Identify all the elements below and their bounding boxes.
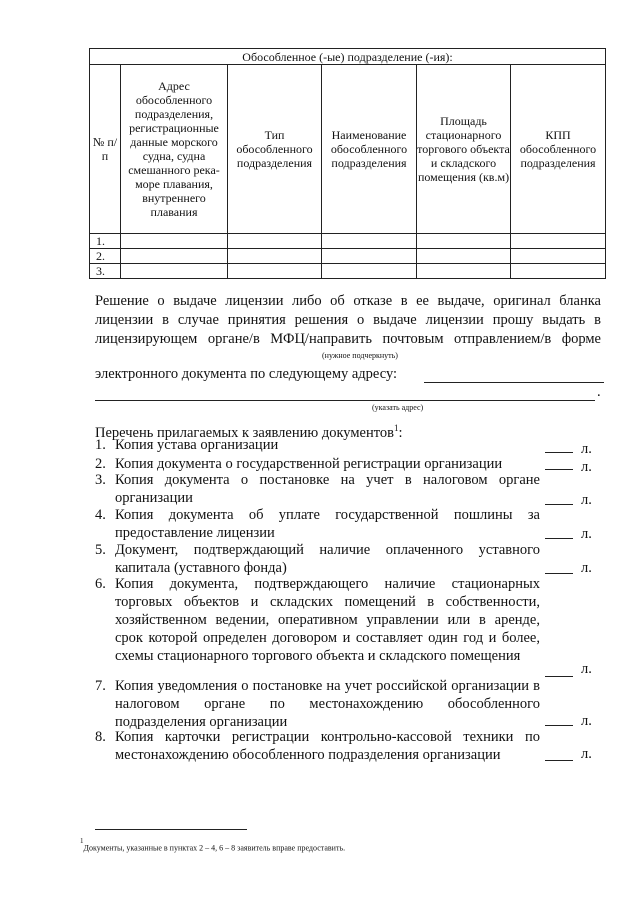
item-text: Копия уведомления о постановке на учет российской организации в налоговом органе по местонахождению обособленного подразделения организации: [115, 678, 540, 730]
decision-paragraph: Решение о выдаче лицензии либо об отказе в ее выдаче, оригинал бланка лицензии в случае принятия решения о выдаче лицензии прошу выдать в лицензирующем органе/в МФЦ/направить почтовым отправлением/в форме: [95, 293, 601, 347]
attachments-title: Перечень прилагаемых к заявлению документов$^1$:: [95, 423, 403, 441]
row-number: 3.: [90, 264, 121, 279]
item-text: Документ, подтверждающий наличие оплаченного уставного капитала (уставного фонда): [115, 542, 540, 576]
table-cell[interactable]: [228, 264, 322, 279]
list-item: 7. Копия уведомления о постановке на учет российской организации в налоговом органе по местонахождению обособленного подразделения организации: [95, 678, 540, 730]
table-cell[interactable]: [228, 249, 322, 264]
header-number: № п/п: [90, 65, 121, 234]
table-cell[interactable]: [121, 234, 228, 249]
pages-unit: л.: [581, 661, 592, 677]
header-area: Площадь стационарного торгового объекта и складского помещения (кв.м): [417, 65, 511, 234]
table-cell[interactable]: [417, 234, 511, 249]
item-text: Копия документа об уплате государственной пошлины за предоставление лицензии: [115, 507, 540, 541]
table-title: Обособленное (-ые) подразделение (-ия):: [90, 49, 606, 65]
pages-unit: л.: [581, 560, 592, 576]
table-cell[interactable]: [121, 264, 228, 279]
subdivisions-table: [89, 48, 606, 279]
table-cell[interactable]: [511, 264, 606, 279]
table-cell[interactable]: [417, 264, 511, 279]
table-cell[interactable]: [322, 249, 417, 264]
list-item: 8. Копия карточки регистрации контрольно-кассовой техники по местонахождению обособленного подразделения организации: [95, 729, 540, 763]
table-row: [90, 249, 606, 264]
underline-note: (нужное подчеркнуть): [322, 351, 398, 360]
pages-field[interactable]: [545, 760, 573, 761]
footnote-mark: 1: [393, 423, 399, 433]
list-item: 2. Копия документа о государственной регистрации организации: [95, 455, 540, 473]
header-type: Тип обособленного подразделения: [228, 65, 322, 234]
list-item: 5. Документ, подтверждающий наличие оплаченного уставного капитала (уставного фонда): [95, 542, 540, 576]
row-number: 1.: [90, 234, 121, 249]
pages-field[interactable]: [545, 504, 573, 505]
item-text: Копия документа о постановке на учет в налоговом органе организации: [115, 472, 540, 506]
footnote: $^1$Документы, указанные в пунктах 2 – 4, 6 – 8 заявитель вправе предоставить.: [80, 837, 346, 853]
item-text: Копия документа о государственной регистрации организации: [115, 456, 503, 472]
pages-unit: л.: [581, 441, 592, 457]
list-item: 6. Копия документа, подтверждающего наличие стационарных торговых объектов и складских помещений в собственности, хозяйственном ведении, оперативном управлении или в аренде, срок которой определен договором и составляет один год и более, схемы стационарного торгового объекта и складского помещения: [95, 576, 540, 664]
pages-unit: л.: [581, 459, 592, 475]
table-cell[interactable]: [121, 249, 228, 264]
address-period: .: [597, 384, 601, 400]
address-field-line-2[interactable]: [95, 400, 595, 401]
header-kpp: КПП обособленного подразделения: [511, 65, 606, 234]
pages-field[interactable]: [545, 676, 573, 677]
table-row: [90, 264, 606, 279]
address-field-line-1[interactable]: [424, 382, 604, 383]
row-number: 2.: [90, 249, 121, 264]
list-item: 1. Копия устава организации: [95, 436, 540, 454]
item-text: Копия карточки регистрации контрольно-кассовой техники по местонахождению обособленного подразделения организации: [115, 729, 540, 763]
footnote-divider: [95, 829, 247, 830]
table-cell[interactable]: [417, 249, 511, 264]
pages-unit: л.: [581, 492, 592, 508]
pages-unit: л.: [581, 746, 592, 762]
item-text: Копия устава организации: [115, 437, 279, 453]
table-row: [90, 234, 606, 249]
pages-unit: л.: [581, 526, 592, 542]
table-cell[interactable]: [511, 234, 606, 249]
header-address: Адрес обособленного подразделения, регистрационные данные морского судна, судна смешанного река-море плавания, внутреннего плавания: [121, 65, 228, 234]
pages-field[interactable]: [545, 573, 573, 574]
header-name: Наименование обособленного подразделения: [322, 65, 417, 234]
pages-unit: л.: [581, 713, 592, 729]
address-line-label: электронного документа по следующему адресу:: [95, 366, 398, 382]
footnote-number: 1: [80, 837, 84, 845]
table-cell[interactable]: [322, 264, 417, 279]
table-cell[interactable]: [228, 234, 322, 249]
pages-field[interactable]: [545, 725, 573, 726]
list-item: 3. Копия документа о постановке на учет в налоговом органе организации: [95, 472, 540, 506]
list-item: 4. Копия документа об уплате государственной пошлины за предоставление лицензии: [95, 507, 540, 541]
pages-field[interactable]: [545, 469, 573, 470]
item-text: Копия документа, подтверждающего наличие стационарных торговых объектов и складских помещений в собственности, хозяйственном ведении, оперативном управлении или в аренде, срок которой определен договором и составляет один год и более, схемы стационарного торгового объекта и складского помещения: [115, 576, 540, 664]
pages-field[interactable]: [545, 452, 573, 453]
table-cell[interactable]: [322, 234, 417, 249]
address-note: (указать адрес): [372, 403, 424, 412]
table-cell[interactable]: [511, 249, 606, 264]
pages-field[interactable]: [545, 538, 573, 539]
